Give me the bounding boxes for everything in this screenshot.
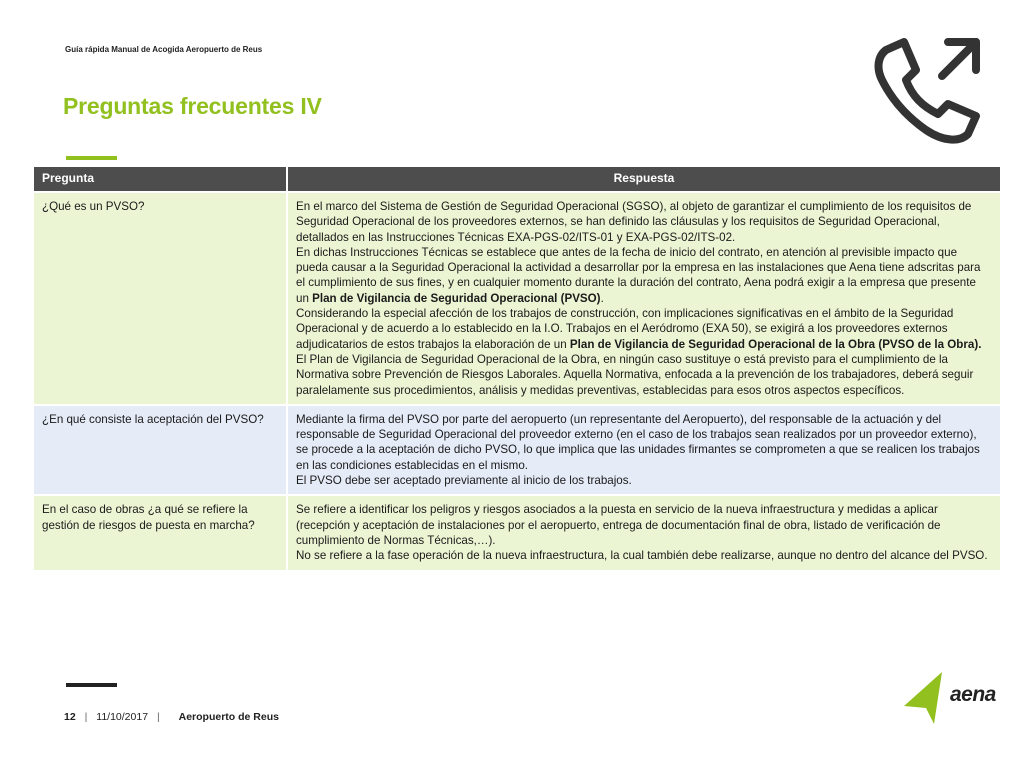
answer-paragraph xyxy=(296,245,992,306)
faq-table xyxy=(34,167,1000,572)
answer-bold-text: Plan de Vigilancia de Seguridad Operacional (PVSO) xyxy=(312,291,601,305)
answer-paragraph xyxy=(296,352,992,398)
answer-paragraph xyxy=(296,199,992,245)
answer-paragraph xyxy=(296,412,992,473)
phone-outgoing-icon xyxy=(864,30,988,154)
separator: | xyxy=(156,711,160,723)
answer-text: . xyxy=(600,291,604,305)
footer-divider xyxy=(66,683,117,687)
answer-text: En dichas Instrucciones Técnicas se establece que antes de la fecha de inicio del contrato, en atención al previsible impacto que pueda causar a la Seguridad Operacional la actividad a desarrollar por la empresa en las instalaciones que Aena tiene adscritas para el cumplimiento de sus fines, y en cualquier momento durante la duración del contrato, Aena podrá exigir a la empresa que presente un xyxy=(296,245,981,305)
answer-text: Considerando la especial afección de los trabajos de construcción, con implicaciones significativas en el ámbito de la Seguridad Operacional y de acuerdo a lo establecido en la I.O. Trabajos en el Aeródromo (EXA 50), se exigirá a los proveedores externos adjudicatarios de estos trabajos la elaboración de un xyxy=(296,307,954,351)
column-header-question: Pregunta xyxy=(34,167,288,193)
answer-paragraph xyxy=(296,548,992,563)
answer-bold-text: Plan de Vigilancia de Seguridad Operacional de la Obra (PVSO de la Obra). xyxy=(569,337,982,351)
aena-logo-text: aena xyxy=(950,683,996,706)
answer-paragraph xyxy=(296,306,992,352)
table-row xyxy=(34,406,1000,496)
answer-text: No se refiere a la fase operación de la nueva infraestructura, la cual también debe realizarse, aunque no dentro del alcance del PVSO. xyxy=(296,549,988,563)
page-number: 12 xyxy=(64,711,76,723)
question-cell: ¿En qué consiste la aceptación del PVSO? xyxy=(34,406,288,496)
footer-organization: Aeropuerto de Reus xyxy=(178,711,279,723)
answer-paragraph xyxy=(296,473,992,488)
column-header-answer: Respuesta xyxy=(288,167,1000,193)
table-row xyxy=(34,193,1000,406)
answer-cell xyxy=(288,193,1000,406)
answer-text: El Plan de Vigilancia de Seguridad Operacional de la Obra, en ningún caso sustituye o está previsto para el cumplimiento de la Normativa sobre Prevención de Riesgos Laborales. Aquella Normativa, enfocada a la prevención de los trabajadores, deberá seguir paralelamente sus procedimientos, análisis y medidas preventivas, establecidas para esos otros aspectos específicos. xyxy=(296,352,974,397)
answer-text: En el marco del Sistema de Gestión de Seguridad Operacional (SGSO), al objeto de garantizar el cumplimiento de los requisitos de Seguridad Operacional de los proveedores externos, se han definido las cláusulas y los requisitos de Seguridad Operacional, detallados en las Instrucciones Técnicas EXA-PGS-02/ITS-01 y EXA-PGS-02/ITS-02. xyxy=(296,200,972,244)
page-title: Preguntas frecuentes IV xyxy=(63,93,322,119)
document-title: Guía rápida Manual de Acogida Aeropuerto de Reus xyxy=(65,45,263,54)
answer-text: Se refiere a identificar los peligros y riesgos asociados a la puesta en servicio de la nueva infraestructura y medidas a aplicar (recepción y aceptación de instalaciones por el aeropuerto, entrega de documentación final de obra, listado de verificación de cumplimiento de Normas Técnicas,…). xyxy=(296,503,941,547)
answer-cell xyxy=(288,406,1000,496)
answer-cell xyxy=(288,496,1000,571)
answer-text: El PVSO debe ser aceptado previamente al inicio de los trabajos. xyxy=(296,474,632,488)
title-underline xyxy=(66,156,117,160)
footer xyxy=(64,711,279,723)
footer-date: 11/10/2017 xyxy=(96,711,149,723)
separator: | xyxy=(84,711,88,723)
answer-text: Mediante la firma del PVSO por parte del aeropuerto (un representante del Aeropuerto), del responsable de la actuación y del responsable de Seguridad Operacional del proveedor externo (en el caso de los trabajos sean realizados por un proveedor externo), se procede a la aceptación de dicho PVSO, lo que implica que las unidades firmantes se comprometen a que se realicen los trabajos en las condiciones establecidas en el mismo. xyxy=(296,412,980,472)
question-cell: En el caso de obras ¿a qué se refiere la gestión de riesgos de puesta en marcha? xyxy=(34,496,288,571)
question-cell: ¿Qué es un PVSO? xyxy=(34,193,288,406)
answer-paragraph xyxy=(296,502,992,548)
table-row xyxy=(34,496,1000,571)
